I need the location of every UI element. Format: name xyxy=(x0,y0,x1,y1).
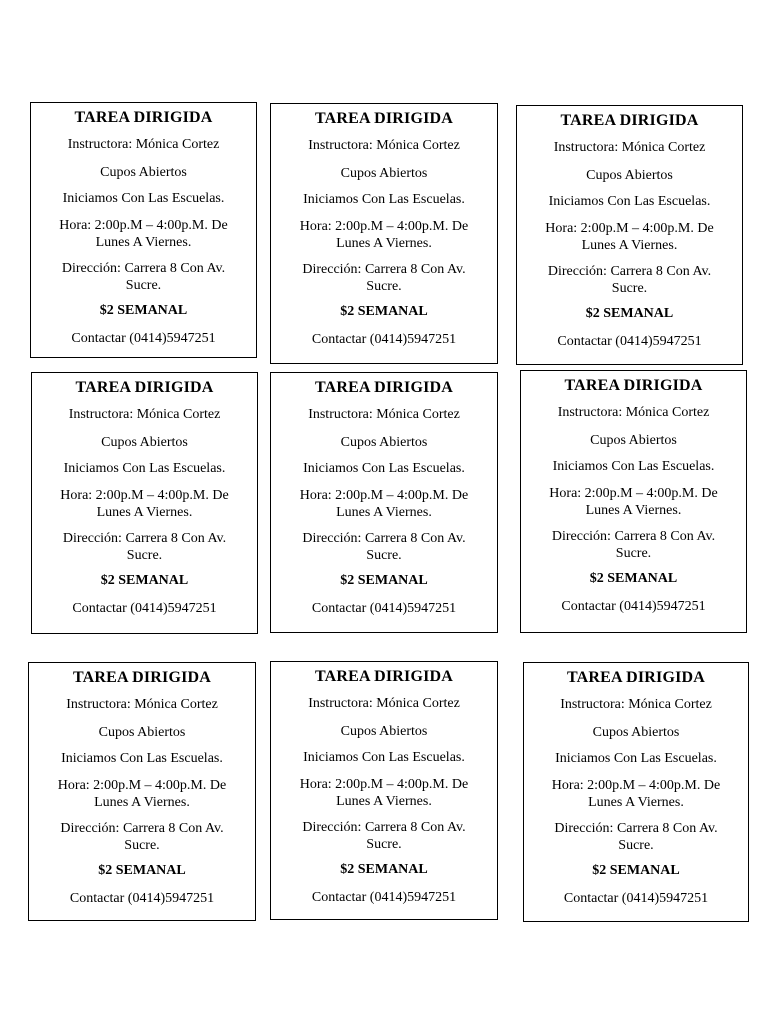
days-text: Lunes A Viernes. xyxy=(336,505,432,520)
flyer-card xyxy=(516,105,743,365)
start-text: Iniciamos Con Las Escuelas. xyxy=(548,194,711,209)
address-text: Dirección: Carrera 8 Con Av. xyxy=(554,821,718,836)
instructor-text: Instructora: Mónica Cortez xyxy=(67,137,220,152)
price-text: $2 SEMANAL xyxy=(340,304,428,319)
flyer-title: TAREA DIRIGIDA xyxy=(314,379,454,396)
start-text: Iniciamos Con Las Escuelas. xyxy=(303,192,465,207)
hours-text: Hora: 2:00p.M – 4:00p.M. De xyxy=(299,777,469,792)
instructor-text: Instructora: Mónica Cortez xyxy=(68,407,221,422)
hours-text: Hora: 2:00p.M – 4:00p.M. De xyxy=(545,221,714,236)
price-text: $2 SEMANAL xyxy=(100,573,189,588)
start-text: Iniciamos Con Las Escuelas. xyxy=(552,459,715,474)
contact-text: Contactar (0414)5947251 xyxy=(72,601,217,616)
contact-text: Contactar (0414)5947251 xyxy=(311,332,457,347)
address-text-cont: Sucre. xyxy=(125,278,162,293)
availability-text: Cupos Abiertos xyxy=(101,435,188,450)
instructor-text: Instructora: Mónica Cortez xyxy=(308,696,460,711)
hours-text: Hora: 2:00p.M – 4:00p.M. De xyxy=(60,488,229,503)
flyer-card xyxy=(523,662,749,922)
days-text: Lunes A Viernes. xyxy=(581,238,678,253)
flyer-card xyxy=(31,372,258,634)
flyer-title: TAREA DIRIGIDA xyxy=(560,112,699,129)
availability-text: Cupos Abiertos xyxy=(340,724,428,739)
address-text-cont: Sucre. xyxy=(126,548,163,563)
address-text-cont: Sucre. xyxy=(366,548,402,563)
days-text: Lunes A Viernes. xyxy=(585,503,682,518)
contact-text: Contactar (0414)5947251 xyxy=(311,890,457,905)
start-text: Iniciamos Con Las Escuelas. xyxy=(63,461,226,476)
flyer-title: TAREA DIRIGIDA xyxy=(72,669,212,686)
hours-text: Hora: 2:00p.M – 4:00p.M. De xyxy=(59,218,228,233)
availability-text: Cupos Abiertos xyxy=(98,725,186,740)
price-text: $2 SEMANAL xyxy=(340,573,428,588)
start-text: Iniciamos Con Las Escuelas. xyxy=(303,750,465,765)
hours-text: Hora: 2:00p.M – 4:00p.M. De xyxy=(551,778,721,793)
flyer-title: TAREA DIRIGIDA xyxy=(564,377,703,394)
start-text: Iniciamos Con Las Escuelas. xyxy=(303,461,465,476)
address-text-cont: Sucre. xyxy=(611,281,648,296)
price-text: $2 SEMANAL xyxy=(589,571,678,586)
availability-text: Cupos Abiertos xyxy=(592,725,680,740)
flyer-card xyxy=(28,662,256,921)
address-text-cont: Sucre. xyxy=(366,837,402,852)
instructor-text: Instructora: Mónica Cortez xyxy=(66,697,218,712)
hours-text: Hora: 2:00p.M – 4:00p.M. De xyxy=(299,488,469,503)
hours-text: Hora: 2:00p.M – 4:00p.M. De xyxy=(549,486,718,501)
address-text: Dirección: Carrera 8 Con Av. xyxy=(302,820,466,835)
flyer-card xyxy=(270,372,498,633)
flyer-title: TAREA DIRIGIDA xyxy=(314,110,454,127)
instructor-text: Instructora: Mónica Cortez xyxy=(553,140,706,155)
instructor-text: Instructora: Mónica Cortez xyxy=(560,697,712,712)
contact-text: Contactar (0414)5947251 xyxy=(561,599,706,614)
flyer-title: TAREA DIRIGIDA xyxy=(314,668,454,685)
instructor-text: Instructora: Mónica Cortez xyxy=(308,407,460,422)
availability-text: Cupos Abiertos xyxy=(340,435,428,450)
price-text: $2 SEMANAL xyxy=(98,863,186,878)
days-text: Lunes A Viernes. xyxy=(336,236,432,251)
start-text: Iniciamos Con Las Escuelas. xyxy=(61,751,223,766)
availability-text: Cupos Abiertos xyxy=(590,433,677,448)
start-text: Iniciamos Con Las Escuelas. xyxy=(62,191,225,206)
hours-text: Hora: 2:00p.M – 4:00p.M. De xyxy=(57,778,227,793)
address-text: Dirección: Carrera 8 Con Av. xyxy=(62,531,227,546)
address-text: Dirección: Carrera 8 Con Av. xyxy=(302,262,466,277)
days-text: Lunes A Viernes. xyxy=(95,235,192,250)
price-text: $2 SEMANAL xyxy=(592,863,680,878)
availability-text: Cupos Abiertos xyxy=(100,165,187,180)
address-text: Dirección: Carrera 8 Con Av. xyxy=(302,531,466,546)
days-text: Lunes A Viernes. xyxy=(94,795,190,810)
contact-text: Contactar (0414)5947251 xyxy=(557,334,702,349)
address-text: Dirección: Carrera 8 Con Av. xyxy=(551,529,716,544)
address-text: Dirección: Carrera 8 Con Av. xyxy=(60,821,224,836)
flyer-title: TAREA DIRIGIDA xyxy=(566,669,706,686)
days-text: Lunes A Viernes. xyxy=(588,795,684,810)
address-text: Dirección: Carrera 8 Con Av. xyxy=(547,264,712,279)
contact-text: Contactar (0414)5947251 xyxy=(311,601,457,616)
availability-text: Cupos Abiertos xyxy=(586,168,673,183)
instructor-text: Instructora: Mónica Cortez xyxy=(557,405,710,420)
instructor-text: Instructora: Mónica Cortez xyxy=(308,138,460,153)
address-text-cont: Sucre. xyxy=(618,838,654,853)
flyer-card xyxy=(270,661,498,920)
address-text-cont: Sucre. xyxy=(366,279,402,294)
days-text: Lunes A Viernes. xyxy=(336,794,432,809)
address-text: Dirección: Carrera 8 Con Av. xyxy=(61,261,226,276)
contact-text: Contactar (0414)5947251 xyxy=(563,891,709,906)
price-text: $2 SEMANAL xyxy=(340,862,428,877)
days-text: Lunes A Viernes. xyxy=(96,505,193,520)
contact-text: Contactar (0414)5947251 xyxy=(69,891,215,906)
hours-text: Hora: 2:00p.M – 4:00p.M. De xyxy=(299,219,469,234)
flyer-card xyxy=(30,102,257,358)
start-text: Iniciamos Con Las Escuelas. xyxy=(555,751,717,766)
flyer-card xyxy=(270,103,498,364)
flyer-card xyxy=(520,370,747,633)
flyer-title: TAREA DIRIGIDA xyxy=(74,109,213,126)
price-text: $2 SEMANAL xyxy=(99,303,188,318)
address-text-cont: Sucre. xyxy=(124,838,160,853)
address-text-cont: Sucre. xyxy=(615,546,652,561)
flyer-title: TAREA DIRIGIDA xyxy=(75,379,214,396)
contact-text: Contactar (0414)5947251 xyxy=(71,331,216,346)
price-text: $2 SEMANAL xyxy=(585,306,674,321)
availability-text: Cupos Abiertos xyxy=(340,166,428,181)
